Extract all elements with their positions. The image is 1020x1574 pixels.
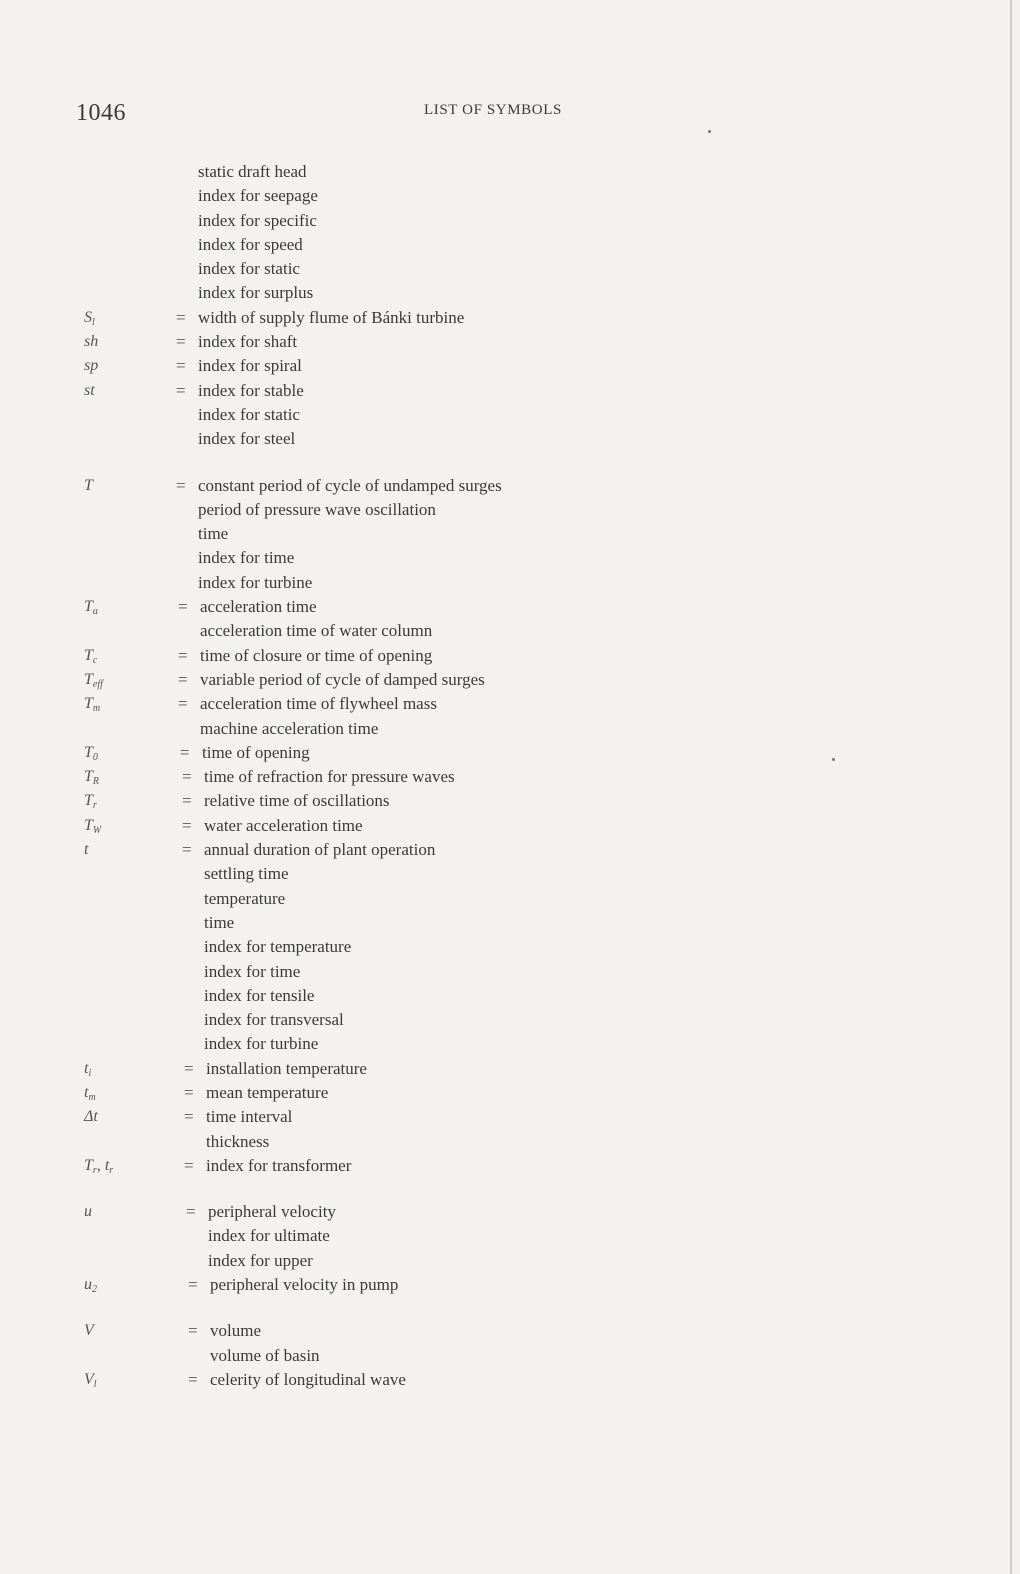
entry-line: [0, 838, 1020, 862]
entry-line: [0, 1368, 1020, 1392]
definition: period of pressure wave oscillation: [198, 499, 436, 519]
symbol-entry: [0, 644, 1020, 668]
symbol: $u_2$: [84, 1276, 97, 1296]
symbol: T: [84, 476, 93, 494]
symbol: $t_i$: [84, 1059, 92, 1079]
symbol: $T_W$: [84, 816, 102, 836]
entry-line: [0, 668, 1020, 692]
symbol-entry: [0, 160, 1020, 306]
entry-line: [0, 644, 1020, 668]
entry-line: [0, 1032, 1020, 1056]
running-head: LIST OF SYMBOLS: [424, 102, 562, 118]
entry-line: [0, 184, 1020, 208]
symbol: sh: [84, 333, 99, 351]
definition: acceleration time of flywheel mass: [200, 694, 437, 714]
entry-line: [0, 1081, 1020, 1105]
entry-line: [0, 474, 1020, 498]
symbol: $T_c$: [84, 646, 98, 666]
entry-line: [0, 1200, 1020, 1224]
definition: index for static: [198, 259, 300, 279]
symbol: $T_{eff}$: [84, 670, 103, 690]
definition: water acceleration time: [204, 815, 363, 835]
entry-line: [0, 257, 1020, 281]
entry-line: [0, 427, 1020, 451]
definition: index for transversal: [204, 1010, 344, 1030]
symbol-entry: [0, 474, 1020, 595]
equals-sign: =: [182, 791, 192, 811]
entry-line: [0, 984, 1020, 1008]
definition: time of opening: [202, 742, 310, 762]
definition: peripheral velocity: [208, 1202, 336, 1222]
symbol-entry: [0, 838, 1020, 1057]
symbol: $T_R$: [84, 768, 100, 788]
equals-sign: =: [176, 307, 186, 327]
equals-sign: =: [184, 1155, 194, 1175]
equals-sign: =: [182, 840, 192, 860]
equals-sign: =: [178, 597, 188, 617]
equals-sign: =: [184, 1082, 194, 1102]
equals-sign: =: [182, 767, 192, 787]
symbol-entry: [0, 789, 1020, 813]
definition: index for surplus: [198, 283, 314, 303]
entry-line: [0, 571, 1020, 595]
entry-line: [0, 281, 1020, 305]
entry-line: [0, 619, 1020, 643]
symbol: $T_r$, $t_r$: [84, 1156, 114, 1176]
paper-speck: [832, 758, 835, 761]
definition: time of closure or time of opening: [200, 645, 433, 665]
definition: width of supply flume of Bánki turbine: [198, 307, 465, 327]
definition: index for ultimate: [208, 1226, 330, 1246]
definition: peripheral velocity in pump: [210, 1275, 399, 1295]
entry-line: [0, 403, 1020, 427]
symbol: st: [84, 381, 95, 399]
definition: temperature: [204, 888, 286, 908]
equals-sign: =: [176, 380, 186, 400]
definition: relative time of oscillations: [204, 791, 390, 811]
entry-line: [0, 522, 1020, 546]
definition: volume: [210, 1321, 261, 1341]
definition: machine acceleration time: [200, 718, 379, 738]
definition: index for specific: [198, 210, 317, 230]
symbol: $T_m$: [84, 695, 101, 715]
entry-line: [0, 330, 1020, 354]
definition: index for transformer: [206, 1155, 352, 1175]
equals-sign: =: [188, 1321, 198, 1341]
definition: index for stable: [198, 380, 304, 400]
definition: time: [204, 912, 235, 932]
definition: index for spiral: [198, 356, 302, 376]
definition: index for turbine: [204, 1034, 319, 1054]
entry-line: [0, 160, 1020, 184]
entry-line: [0, 1130, 1020, 1154]
definition: index for upper: [208, 1250, 313, 1270]
entry-line: [0, 1105, 1020, 1129]
symbol-entry: [0, 1273, 1020, 1297]
equals-sign: =: [176, 332, 186, 352]
equals-sign: =: [184, 1107, 194, 1127]
symbol-entry: [0, 1081, 1020, 1105]
equals-sign: =: [176, 475, 186, 495]
entry-line: [0, 306, 1020, 330]
entry-line: [0, 1154, 1020, 1178]
entry-line: [0, 741, 1020, 765]
definition: index for speed: [198, 234, 303, 254]
definition: index for time: [198, 548, 295, 568]
entry-line: [0, 692, 1020, 716]
entry-line: [0, 960, 1020, 984]
symbol: sp: [84, 357, 99, 375]
entry-line: [0, 1057, 1020, 1081]
definition: index for seepage: [198, 186, 318, 206]
definition: index for shaft: [198, 332, 298, 352]
entry-line: [0, 1008, 1020, 1032]
definition: index for turbine: [198, 572, 313, 592]
symbol-entry: [0, 765, 1020, 789]
entry-line: [0, 1224, 1020, 1248]
paper-speck: [708, 130, 711, 133]
symbol-entry: [0, 1200, 1020, 1273]
definition: settling time: [204, 864, 289, 884]
entry-line: [0, 595, 1020, 619]
equals-sign: =: [178, 694, 188, 714]
entry-line: [0, 765, 1020, 789]
symbol-entry: [0, 1154, 1020, 1178]
equals-sign: =: [186, 1202, 196, 1222]
symbol-list: [0, 160, 1020, 1392]
definition: acceleration time of water column: [200, 621, 433, 641]
symbol-entry: [0, 354, 1020, 378]
symbol: V: [84, 1322, 94, 1340]
definition: annual duration of plant operation: [204, 840, 436, 860]
entry-line: [0, 911, 1020, 935]
symbol-entry: [0, 1319, 1020, 1368]
entry-line: [0, 814, 1020, 838]
symbol-entry: [0, 1105, 1020, 1154]
equals-sign: =: [178, 645, 188, 665]
symbol: t: [84, 841, 89, 859]
entry-line: [0, 887, 1020, 911]
symbol: u: [84, 1203, 92, 1221]
definition: index for time: [204, 961, 301, 981]
definition: thickness: [206, 1131, 270, 1151]
entry-line: [0, 1249, 1020, 1273]
symbol-entry: [0, 741, 1020, 765]
definition: acceleration time: [200, 597, 317, 617]
symbol-entry: [0, 595, 1020, 644]
definition: time: [198, 524, 229, 544]
entry-line: [0, 209, 1020, 233]
symbol-entry: [0, 306, 1020, 330]
symbol-entry: [0, 692, 1020, 741]
definition: time of refraction for pressure waves: [204, 767, 455, 787]
symbol-entry: [0, 330, 1020, 354]
equals-sign: =: [176, 356, 186, 376]
symbol: $T_a$: [84, 598, 98, 618]
definition: index for tensile: [204, 985, 315, 1005]
symbol: $T_r$: [84, 792, 97, 812]
definition: index for static: [198, 404, 300, 424]
symbol: $S_l$: [84, 308, 95, 328]
definition: mean temperature: [206, 1082, 329, 1102]
symbol: Δt: [84, 1108, 98, 1126]
equals-sign: =: [178, 669, 188, 689]
symbol-entry: [0, 379, 1020, 452]
symbol-entry: [0, 1057, 1020, 1081]
definition: installation temperature: [206, 1058, 367, 1078]
entry-line: [0, 862, 1020, 886]
equals-sign: =: [188, 1369, 198, 1389]
entry-line: [0, 379, 1020, 403]
entry-line: [0, 233, 1020, 257]
definition: volume of basin: [210, 1345, 320, 1365]
definition: variable period of cycle of damped surges: [200, 669, 485, 689]
definition: constant period of cycle of undamped surges: [198, 475, 502, 495]
entry-line: [0, 354, 1020, 378]
entry-line: [0, 1319, 1020, 1343]
entry-line: [0, 1344, 1020, 1368]
symbol: $t_m$: [84, 1083, 96, 1103]
symbol-entry: [0, 1368, 1020, 1392]
definition: time interval: [206, 1107, 293, 1127]
equals-sign: =: [188, 1275, 198, 1295]
definition: celerity of longitudinal wave: [210, 1369, 406, 1389]
entry-line: [0, 546, 1020, 570]
symbol-entry: [0, 668, 1020, 692]
symbol: $T_0$: [84, 743, 98, 763]
entry-line: [0, 498, 1020, 522]
entry-line: [0, 1273, 1020, 1297]
page-number: 1046: [76, 100, 126, 126]
symbol: $V_l$: [84, 1370, 97, 1390]
definition: index for temperature: [204, 937, 352, 957]
entry-line: [0, 717, 1020, 741]
entry-line: [0, 935, 1020, 959]
equals-sign: =: [184, 1058, 194, 1078]
entry-line: [0, 789, 1020, 813]
symbol-entry: [0, 814, 1020, 838]
definition: static draft head: [198, 162, 307, 181]
equals-sign: =: [182, 815, 192, 835]
equals-sign: =: [180, 742, 190, 762]
definition: index for steel: [198, 429, 296, 449]
